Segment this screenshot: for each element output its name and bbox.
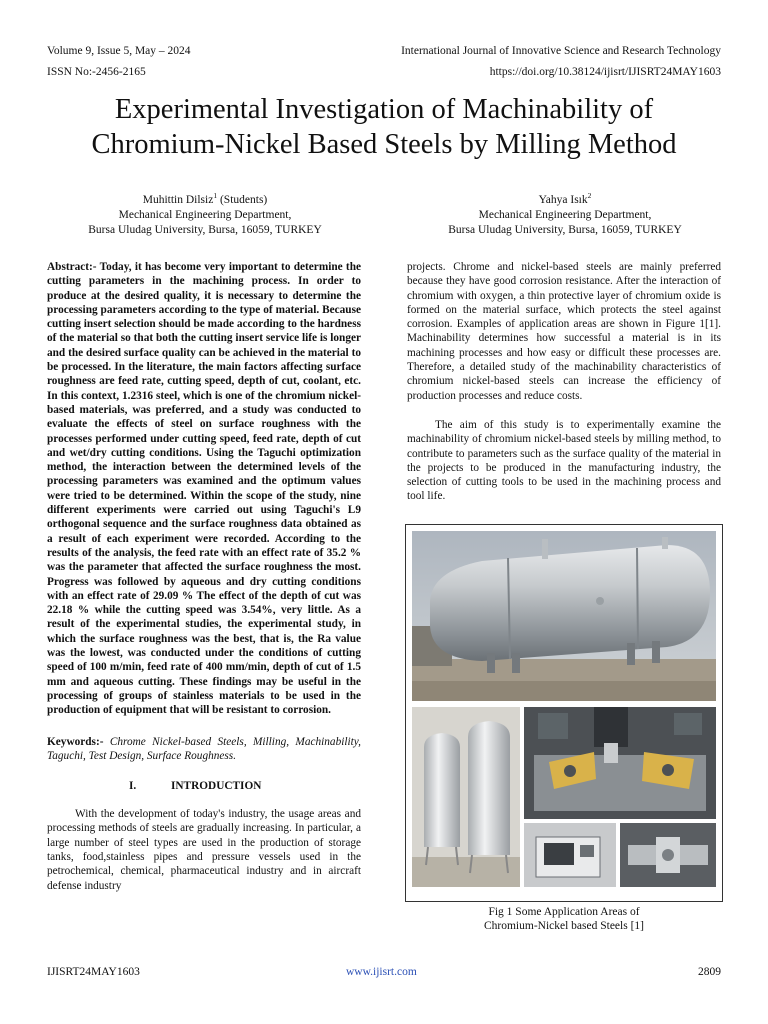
keywords-label: Keywords:- (47, 735, 104, 748)
tank-photo (412, 531, 716, 701)
machine-image (524, 823, 616, 887)
doi-link[interactable]: https://doi.org/10.38124/ijisrt/IJISRT24MAY1603 (489, 66, 721, 78)
figure-1 (405, 524, 723, 902)
figure-1-caption-line-2: Chromium-Nickel based Steels [1] (483, 920, 644, 932)
author-2-name: Yahya Isık (538, 193, 588, 206)
pipe-fitting-photo (620, 823, 716, 887)
author-2-sup: 2 (587, 191, 592, 200)
tank-photo-image (412, 531, 716, 701)
title-line-1: Experimental Investigation of Machinability of (114, 94, 654, 125)
volume-issue: Volume 9, Issue 5, May – 2024 (47, 45, 191, 57)
intro-paragraph-3: The aim of this study is to experimentally examine the machinability of chromium nickel-based steels by milling method, to contribute to parameters such as the surface quality of the material in the projects to be produced in the manufacturing industry, the selection of cutting tools to be used in the machining process and tool life. (407, 418, 721, 503)
keywords-text: Chrome Nickel-based Steels, Milling, Machinability, Taguchi, Test Design, Surface Roughness. (47, 735, 361, 762)
figure-1-caption-line-1: Fig 1 Some Application Areas of (488, 906, 640, 918)
milling-fixture-photo (524, 707, 716, 819)
issn: ISSN No:-2456-2165 (47, 66, 146, 78)
abstract: Abstract:- Today, it has become very important to determine the cutting parameters in the machining process. In order to produce at the desired quality, it is necessary to determine the processing parameters according to the type of material. Because cutting insert selection should be made according to the hardness of the material so that both the cutting insert service life is longer and the desired surface quality can be achieved in the material to be processed. In the literature, the main factors affecting surface roughness are feed rate, cutting speed, depth of cut, coolant, etc. In this context, 1.2316 steel, which is one of the chromium nickel-based materials, was preferred, and a study was conducted to evaluate the effects of steel on surface roughness with the processes performed under cutting speed, feed rate, depth of cut and wet/dry cutting conditions. Using the Taguchi optimization method, the interaction between the determined levels of the processing parameters was examined and the optimum values were tried to be determined. Within the scope of the study, nine different experiments were carried out using Taguchi's L9 orthogonal sequence and the surface roughness data obtained as a result of each experiment were recorded. According to the results of the analysis, the feed rate with an effect rate of 35.2 % was the parameter that affected the surface roughness the most. Progress was followed by aqueous and dry cutting conditions with an effect rate of 29.09 % The effect of the depth of cut was 22.18 % while the cutting speed was 3.54%, very little. As a result of the experimental studies, the experimental study, in which the surface roughness was the best, that is, the Ra value was the lowest, was conducted under the conditions of cutting speed of 100 m/min, feed rate of 400 mm/min, depth of cut of 1.5 mm and aqueous cutting. These findings may be useful in the processing of groups of stainless materials to be used in the production of equipment that will be resistant to corrosion. (47, 261, 361, 717)
section-heading (47, 779, 361, 793)
author-1-name: Muhittin Dilsiz (142, 193, 214, 206)
author-1-sup: 1 (213, 191, 218, 200)
pipe-fitting-image (620, 823, 716, 887)
machine-photo (524, 823, 616, 887)
footer-paper-id: IJISRT24MAY1603 (47, 966, 140, 978)
figure-1-caption (405, 905, 723, 933)
right-column (407, 260, 721, 504)
section-number: I. (129, 780, 137, 793)
title-line-2: Chromium-Nickel Based Steels by Milling Method (91, 129, 677, 160)
author-1 (60, 188, 350, 238)
author-1-dept: Mechanical Engineering Department, (118, 208, 292, 221)
storage-tanks-image (412, 707, 520, 887)
author-1-affiliation: Bursa Uludag University, Bursa, 16059, TURKEY (88, 223, 322, 236)
footer-website-link[interactable]: www.ijisrt.com (346, 966, 417, 978)
page-number: 2809 (698, 966, 721, 978)
paper-title (20, 92, 748, 162)
left-column (47, 260, 361, 893)
journal-name: International Journal of Innovative Science and Research Technology (401, 45, 721, 57)
intro-paragraph-1: With the development of today's industry, the usage areas and processing methods of steels are gradually increasing. In particular, a large number of steel types are used in the production of storage tanks, food,stainless pipes and pressure vessels used in the petrochemical, chemical, pharmaceutical industry and in aircraft defense industry (47, 808, 361, 892)
section-title: INTRODUCTION (171, 780, 262, 793)
author-1-role: (Students) (217, 193, 268, 206)
milling-fixture-image (524, 707, 716, 819)
storage-tanks-photo (412, 707, 520, 887)
keywords (47, 735, 361, 764)
author-2-affiliation: Bursa Uludag University, Bursa, 16059, TURKEY (448, 223, 682, 236)
author-2 (420, 188, 710, 238)
intro-paragraph-2: projects. Chrome and nickel-based steels are mainly preferred because they have good corrosion resistance. After the interaction of chromium with oxygen, a thin protective layer of chromium oxide is formed on the material surface, which protects the steel against corrosion. Examples of application areas are shown in Figure 1[1]. Machinability determines how successful a material is in its machining processes and how easy or difficult these processes are. Therefore, a detailed study of the machinability characteristics of chromium nickel-based steels can increase the efficiency of production processes and reduce costs. (407, 261, 721, 402)
author-2-dept: Mechanical Engineering Department, (478, 208, 652, 221)
